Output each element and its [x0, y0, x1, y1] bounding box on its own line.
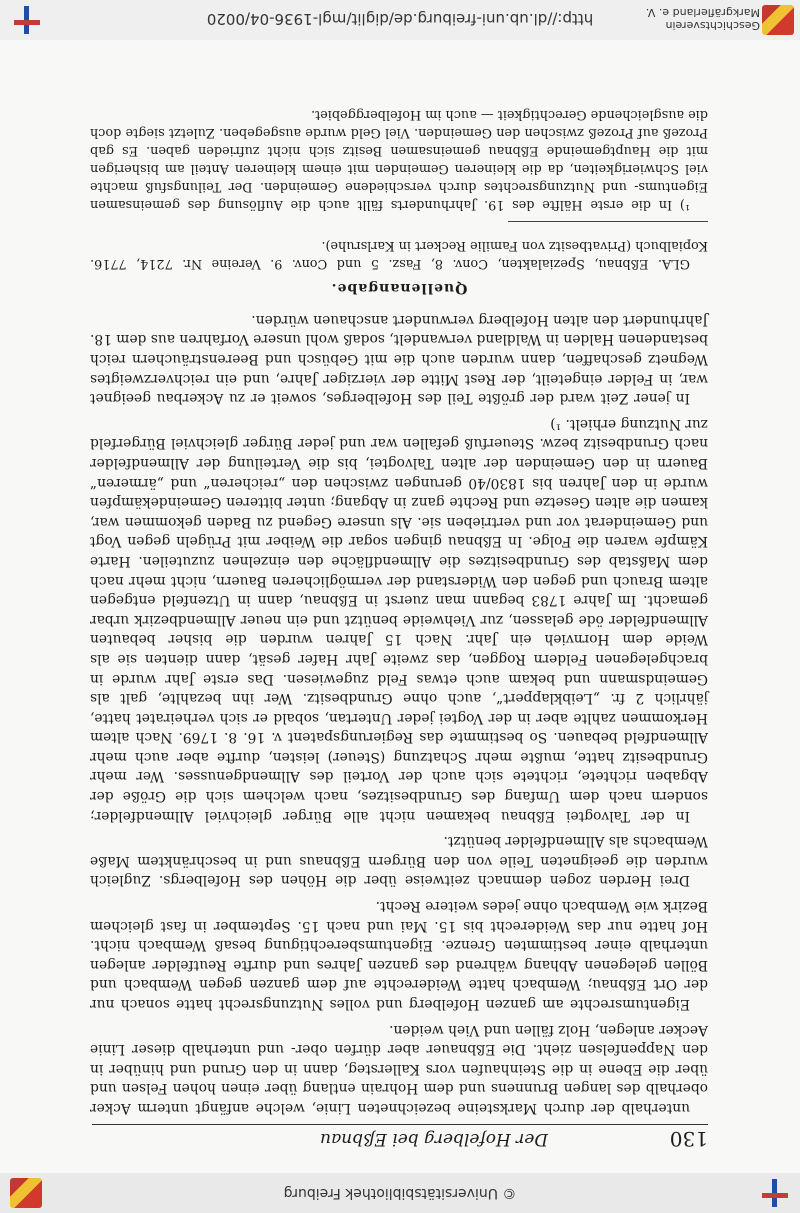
running-title: Der Hofelberg bei Eßbnau: [320, 1129, 548, 1149]
page-body: [90, 105, 708, 1117]
paragraph: In jener Zeit ward der größte Teil des Hofelberges, soweit er zu Ackerbau geeignet war, in Felder eingeteilt, der Rest Mitte der vierziger Jahre, und ein reichverzweigtes Wegnetz geschaffen, dann wurden auch die mit Gebüsch und Beerensträuchern reich bestandenen Halden in Waldland verwandelt, sodaß wohl unsere Vorfahren aus dem 18. Jahrhundert den alten Hofelberg verwundert anschauen würden.: [90, 311, 708, 407]
page-header: [92, 1124, 708, 1155]
society-crest-icon: [10, 1178, 42, 1208]
top-credit-bar: [0, 1173, 800, 1213]
footnote-rule: [508, 221, 708, 222]
library-credit: © Universitätsbibliothek Freiburg: [283, 1185, 517, 1201]
paragraph: unterhalb der durch Marksteine bezeichneten Linie, welche anfängt unterm Acker oberhalb des langen Brunnens und dem Hohrain entlang über einen hohen Felsen und über die Ebene in die Steinhaufen vors Kallersteg, dann in den Grund und hinüber in den Nappenfelsen zieht. Die Eßbnauer aber dürfen ober- und unterhalb dieser Linie Aecker anlegen, Holz fällen und Vieh weiden.: [90, 1021, 708, 1116]
paragraph: Eigentumsrechte am ganzen Hofelberg und volles Nutzungsrecht hatte sonach nur der Ort Eßbnau; Wembach hatte Weiderechte auf dem ganzen gegen Wembach und Böllen gelegenen Abhang während des ganzen Jahres und durfte Reutfelder anlegen unterhalb einer bestimmten Grenze. Eigentumsberechtigung besaß Wembach nicht. Hof hatte nur das Weiderecht bis 15. Mai und nach 15. September in fast gleichem Bezirk wie Wembach ohne jedes weitere Recht.: [90, 898, 708, 1013]
permalink-url[interactable]: http://dl.ub.uni-freiburg.de/diglit/mgl-1936-04/0020: [206, 10, 594, 28]
bottom-url-bar: [0, 0, 800, 40]
society-name-line: Geschichtsverein: [665, 19, 760, 32]
sources-heading: Quellenangabe.: [330, 280, 468, 297]
paragraph: Drei Herden zogen demnach zeitweise über die Höhen des Hofelbergs. Zugleich wurden die geeigneten Teile von den Bürgern Eßbnaus und in beschränktem Maße Wembachs als Allmendfelder benützt.: [90, 833, 708, 889]
paragraph: In der Talvogtei Eßbnau bekamen nicht alle Bürger gleichviel Allmendfelder; sondern nach dem Umfang des Grundbesitzes, nach welchem sich die Größe der Abgaben richtete, richtete sich auch der Vorteil des Allmendgenusses. Wer mehr Grundbesitz hatte, mußte mehr Schatzung (Steuer) leisten, durfte aber auch mehr Allmendfeld bebauen. So bestimmte das Regierungspatent v. 16. 8. 1769. Nach altem Herkommen zahlte aber in der Vogtei jeder Untertan, sobald er sich verheiratet hatte, jährlich 2 fr. „Leibklappert“, auch ohne Grundbesitz. Wer ihn bezahlte, galt als Gemeindsmann und bekam auch etwas Feld zugewiesen. Das erste Jahr wurde in brachgelegenen Feldern Roggen, das zweite Jahr Hafer gesät, dann dienten sie als Weide dem Hornvieh ein Jahr. Nach 15 Jahren wurden die bisher bebauten Allmendfelder öde gelassen, zur Viehweide benützt und ein neuer Allmendbezirk urbar gemacht. Im Jahre 1783 begann man zuerst in Eßbnau, dann in Utzenfeld entgegen altem Brauch und gegen den Widerstand der vermöglicheren Bauern, nicht mehr nach dem Maßstab des Grundbesitzes die Allmendfläche den einzelnen zuzuteilen. Harte Kämpfe waren die Folge. In Eßbnau gingen sogar die Weiber mit Prügeln gegen Vogt und Gemeinderat vor und vertrieben sie. Als unsere Gegend zu Baden gekommen war, kamen die alten Gesetze und Rechte ganz in Abgang; unter bitteren Gemeindekämpfen wurde in den Jahren bis 1830/40 gerungen zwischen den „reicheren“ und „ärmeren“ Bauern in den Gemeinden der alten Talvogtei, bis die Verteilung der Allmendfelder nach Grundbesitz bezw. Steuerfuß gefallen war und jeder Bürger gleichviel Bürgerfeld zur Nutzung erhielt. ¹): [90, 415, 708, 824]
sources-text: GLA. Eßbnau, Spezialakten, Conv. 8, Fasz. 5 und Conv. 9. Vereine Nr. 7214, 7716. Kopialbuch (Privatbesitz von Familie Reckert in Karlsruhe).: [90, 237, 708, 271]
university-logo-icon: [14, 6, 40, 34]
society-name-line: Markgräflerland e. V.: [645, 6, 760, 19]
footnote: ¹) In die erste Hälfte des 19. Jahrhunderts fällt auch die Auflösung des gemeinsamen Eigentums- und Nutzungsrechtes durch verschiedene Gemeinden. Der Teilungsfuß machte viel Schwierigkeiten, da die kleineren Gemeinden mit einem kleineren Anteil am bisherigen mit die Hauptgemeinde Eßbnau gemeinsamen Besitz sich nicht zufrieden gaben. Es gab Prozeß auf Prozeß zwischen den Gemeinden. Viel Geld wurde ausgegeben. Zuletzt siegte doch die ausgleichende Gerechtigkeit — auch im Hofelberggebiet.: [90, 106, 708, 212]
page-number: 130: [669, 1127, 708, 1151]
